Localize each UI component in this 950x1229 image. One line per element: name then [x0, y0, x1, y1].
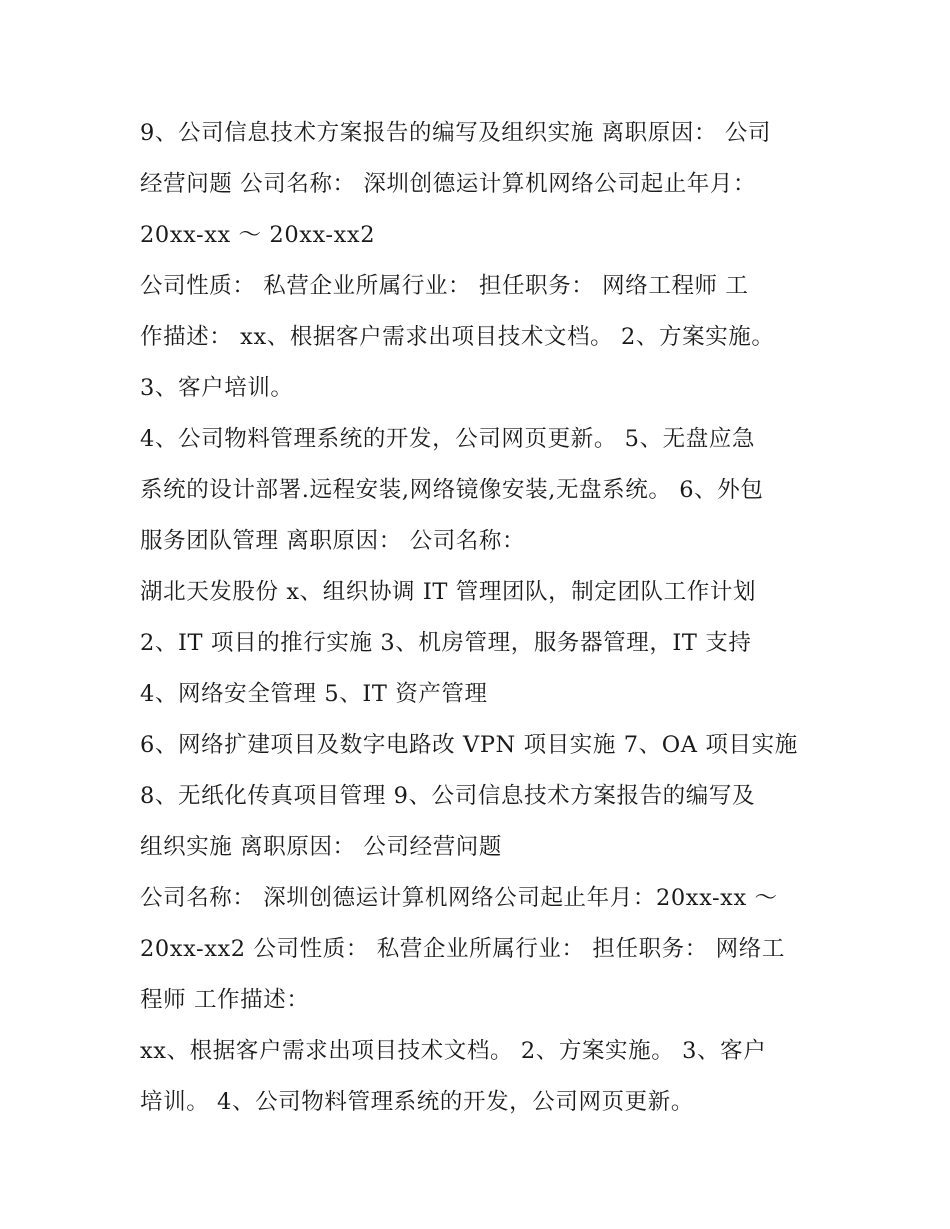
text-line: 公司性质： 私营企业所属行业： 担任职务： 网络工程师 工 [140, 273, 749, 299]
text-line: 20xx-xx2 公司性质： 私营企业所属行业： 担任职务： 网络工 [140, 936, 785, 962]
body-text [140, 108, 820, 1128]
text-line: 服务团队管理 离职原因： 公司名称： [140, 528, 526, 554]
text-line: 经营问题 公司名称： 深圳创德运计算机网络公司起止年月： [140, 171, 757, 197]
text-line: 4、网络安全管理 5、IT 资产管理 [140, 681, 488, 707]
text-line: 4、公司物料管理系统的开发，公司网页更新。 5、无盘应急 [140, 426, 756, 452]
text-line: 20xx-xx ～ 20xx-xx2 [140, 222, 376, 248]
text-line: 9、公司信息技术方案报告的编写及组织实施 离职原因： 公司 [140, 120, 772, 146]
text-line: 3、客户培训。 [140, 375, 294, 401]
text-line: 程师 工作描述： [140, 987, 310, 1013]
text-line: 组织实施 离职原因： 公司经营问题 [140, 834, 503, 860]
text-line: 6、网络扩建项目及数字电路改 VPN 项目实施 7、OA 项目实施 [140, 732, 798, 758]
text-line: 8、无纸化传真项目管理 9、公司信息技术方案报告的编写及 [140, 783, 756, 809]
text-line: 2、IT 项目的推行实施 3、机房管理，服务器管理，IT 支持 [140, 630, 752, 656]
text-line: 培训。 4、公司物料管理系统的开发，公司网页更新。 [140, 1089, 694, 1115]
text-line: 公司名称： 深圳创德运计算机网络公司起止年月：20xx-xx ～ [140, 885, 778, 911]
text-line: xx、根据客户需求出项目技术文档。 2、方案实施。 3、客户 [140, 1038, 767, 1064]
text-line: 湖北天发股份 x、组织协调 IT 管理团队，制定团队工作计划 [140, 579, 757, 605]
text-line: 作描述： xx、根据客户需求出项目技术文档。 2、方案实施。 [140, 324, 775, 350]
text-line: 系统的设计部署.远程安装,网络镜像安装,无盘系统。 6、外包 [140, 477, 764, 503]
